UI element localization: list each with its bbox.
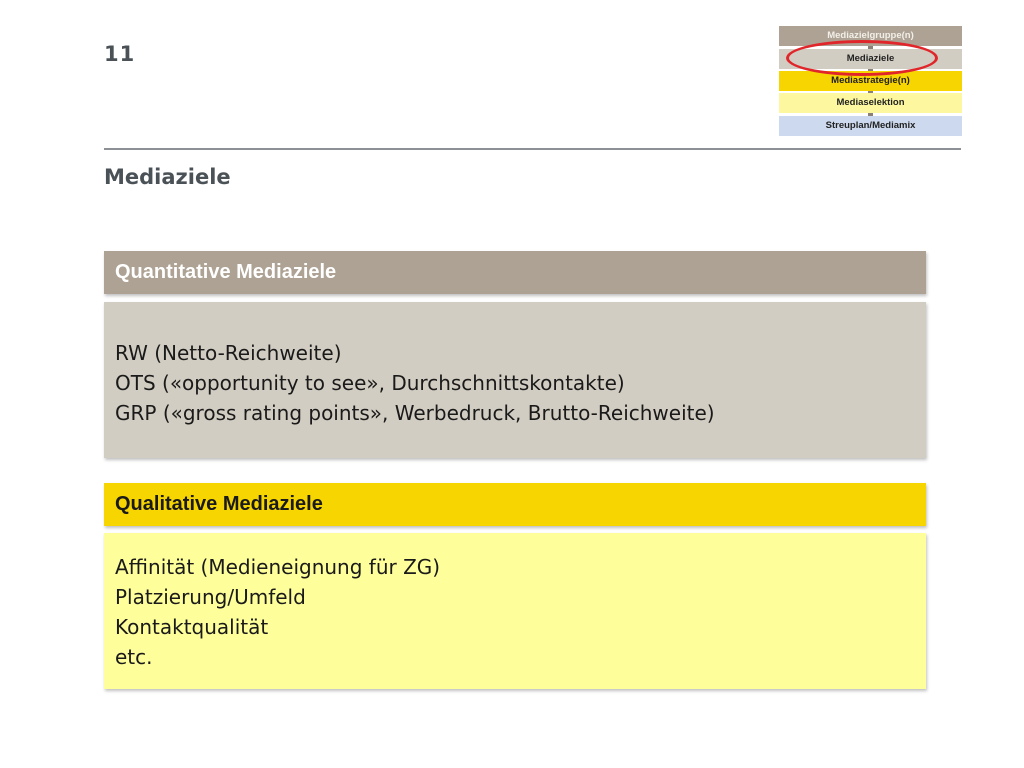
process-step-mediaselektion: Mediaselektion	[779, 93, 962, 113]
process-step-mediazielgruppen: Mediazielgruppe(n)	[779, 26, 962, 46]
slide-number: 11	[104, 42, 136, 66]
qualitative-body	[104, 533, 926, 689]
qualitative-item-etc: etc.	[115, 645, 153, 669]
qualitative-item-platzierung: Platzierung/Umfeld	[115, 585, 306, 609]
process-step-mediastrategie: Mediastrategie(n)	[779, 71, 962, 91]
header-divider	[104, 148, 961, 150]
quantitative-item-grp: GRP («gross rating points», Werbedruck, Brutto-Reichweite)	[115, 401, 715, 425]
process-step-streuplan: Streuplan/Mediamix	[779, 116, 962, 136]
quantitative-header: Quantitative Mediaziele	[104, 251, 926, 294]
process-step-mediaziele: Mediaziele	[779, 49, 962, 69]
qualitative-item-kontaktqualitaet: Kontaktqualität	[115, 615, 269, 639]
qualitative-header: Qualitative Mediaziele	[104, 483, 926, 526]
qualitative-item-affinitaet: Affinität (Medieneignung für ZG)	[115, 555, 441, 579]
quantitative-item-rw: RW (Netto-Reichweite)	[115, 341, 342, 365]
quantitative-body	[104, 302, 926, 458]
quantitative-item-ots: OTS («opportunity to see», Durchschnittskontakte)	[115, 371, 625, 395]
page-title: Mediaziele	[104, 165, 231, 189]
highlight-ellipse	[786, 40, 938, 76]
